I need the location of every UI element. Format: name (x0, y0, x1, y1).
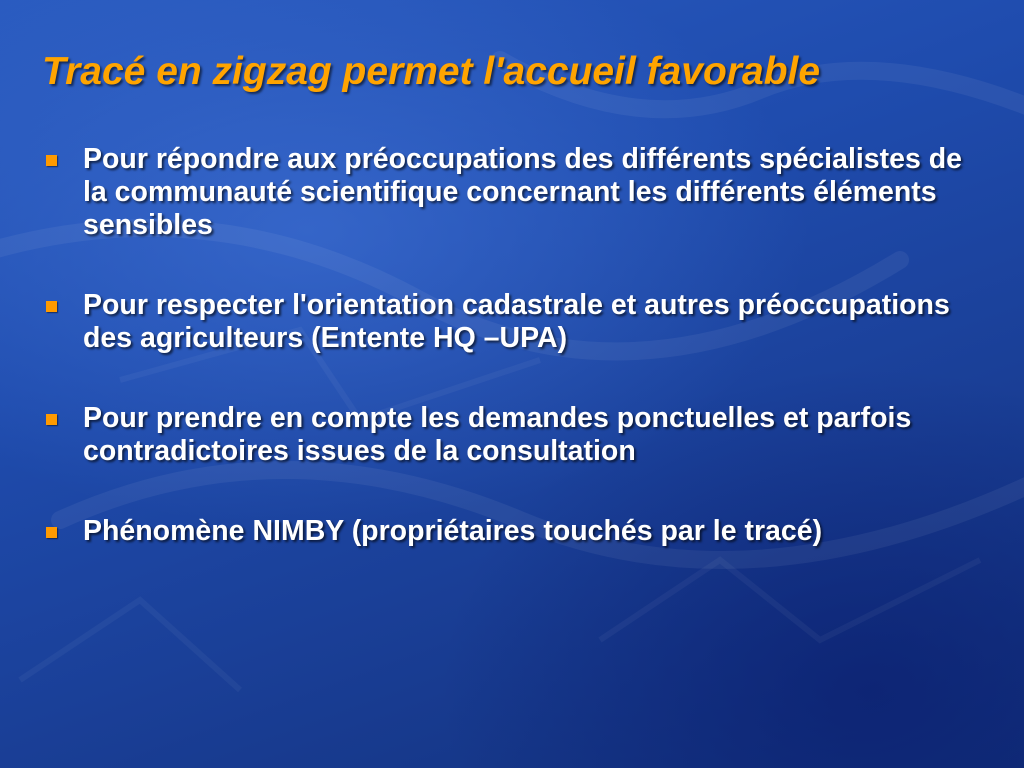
bullet-text: Pour respecter l'orientation cadastrale et autres préoccupations des agriculteurs (Entente HQ –UPA) (83, 289, 950, 354)
bullet-item (44, 402, 974, 468)
square-bullet-icon (46, 527, 57, 538)
bullet-list (44, 143, 974, 595)
bullet-item (44, 143, 974, 242)
bullet-item (44, 515, 974, 548)
bullet-text: Phénomène NIMBY (propriétaires touchés par le tracé) (83, 515, 823, 547)
square-bullet-icon (46, 155, 57, 166)
bullet-text: Pour répondre aux préoccupations des différents spécialistes de la communauté scientifique concernant les différents éléments sensibles (83, 143, 963, 241)
bullet-text: Pour prendre en compte les demandes ponctuelles et parfois contradictoires issues de la consultation (83, 402, 912, 467)
square-bullet-icon (46, 414, 57, 425)
slide-title: Tracé en zigzag permet l'accueil favorable (42, 50, 821, 93)
bullet-item (44, 289, 974, 355)
square-bullet-icon (46, 301, 57, 312)
